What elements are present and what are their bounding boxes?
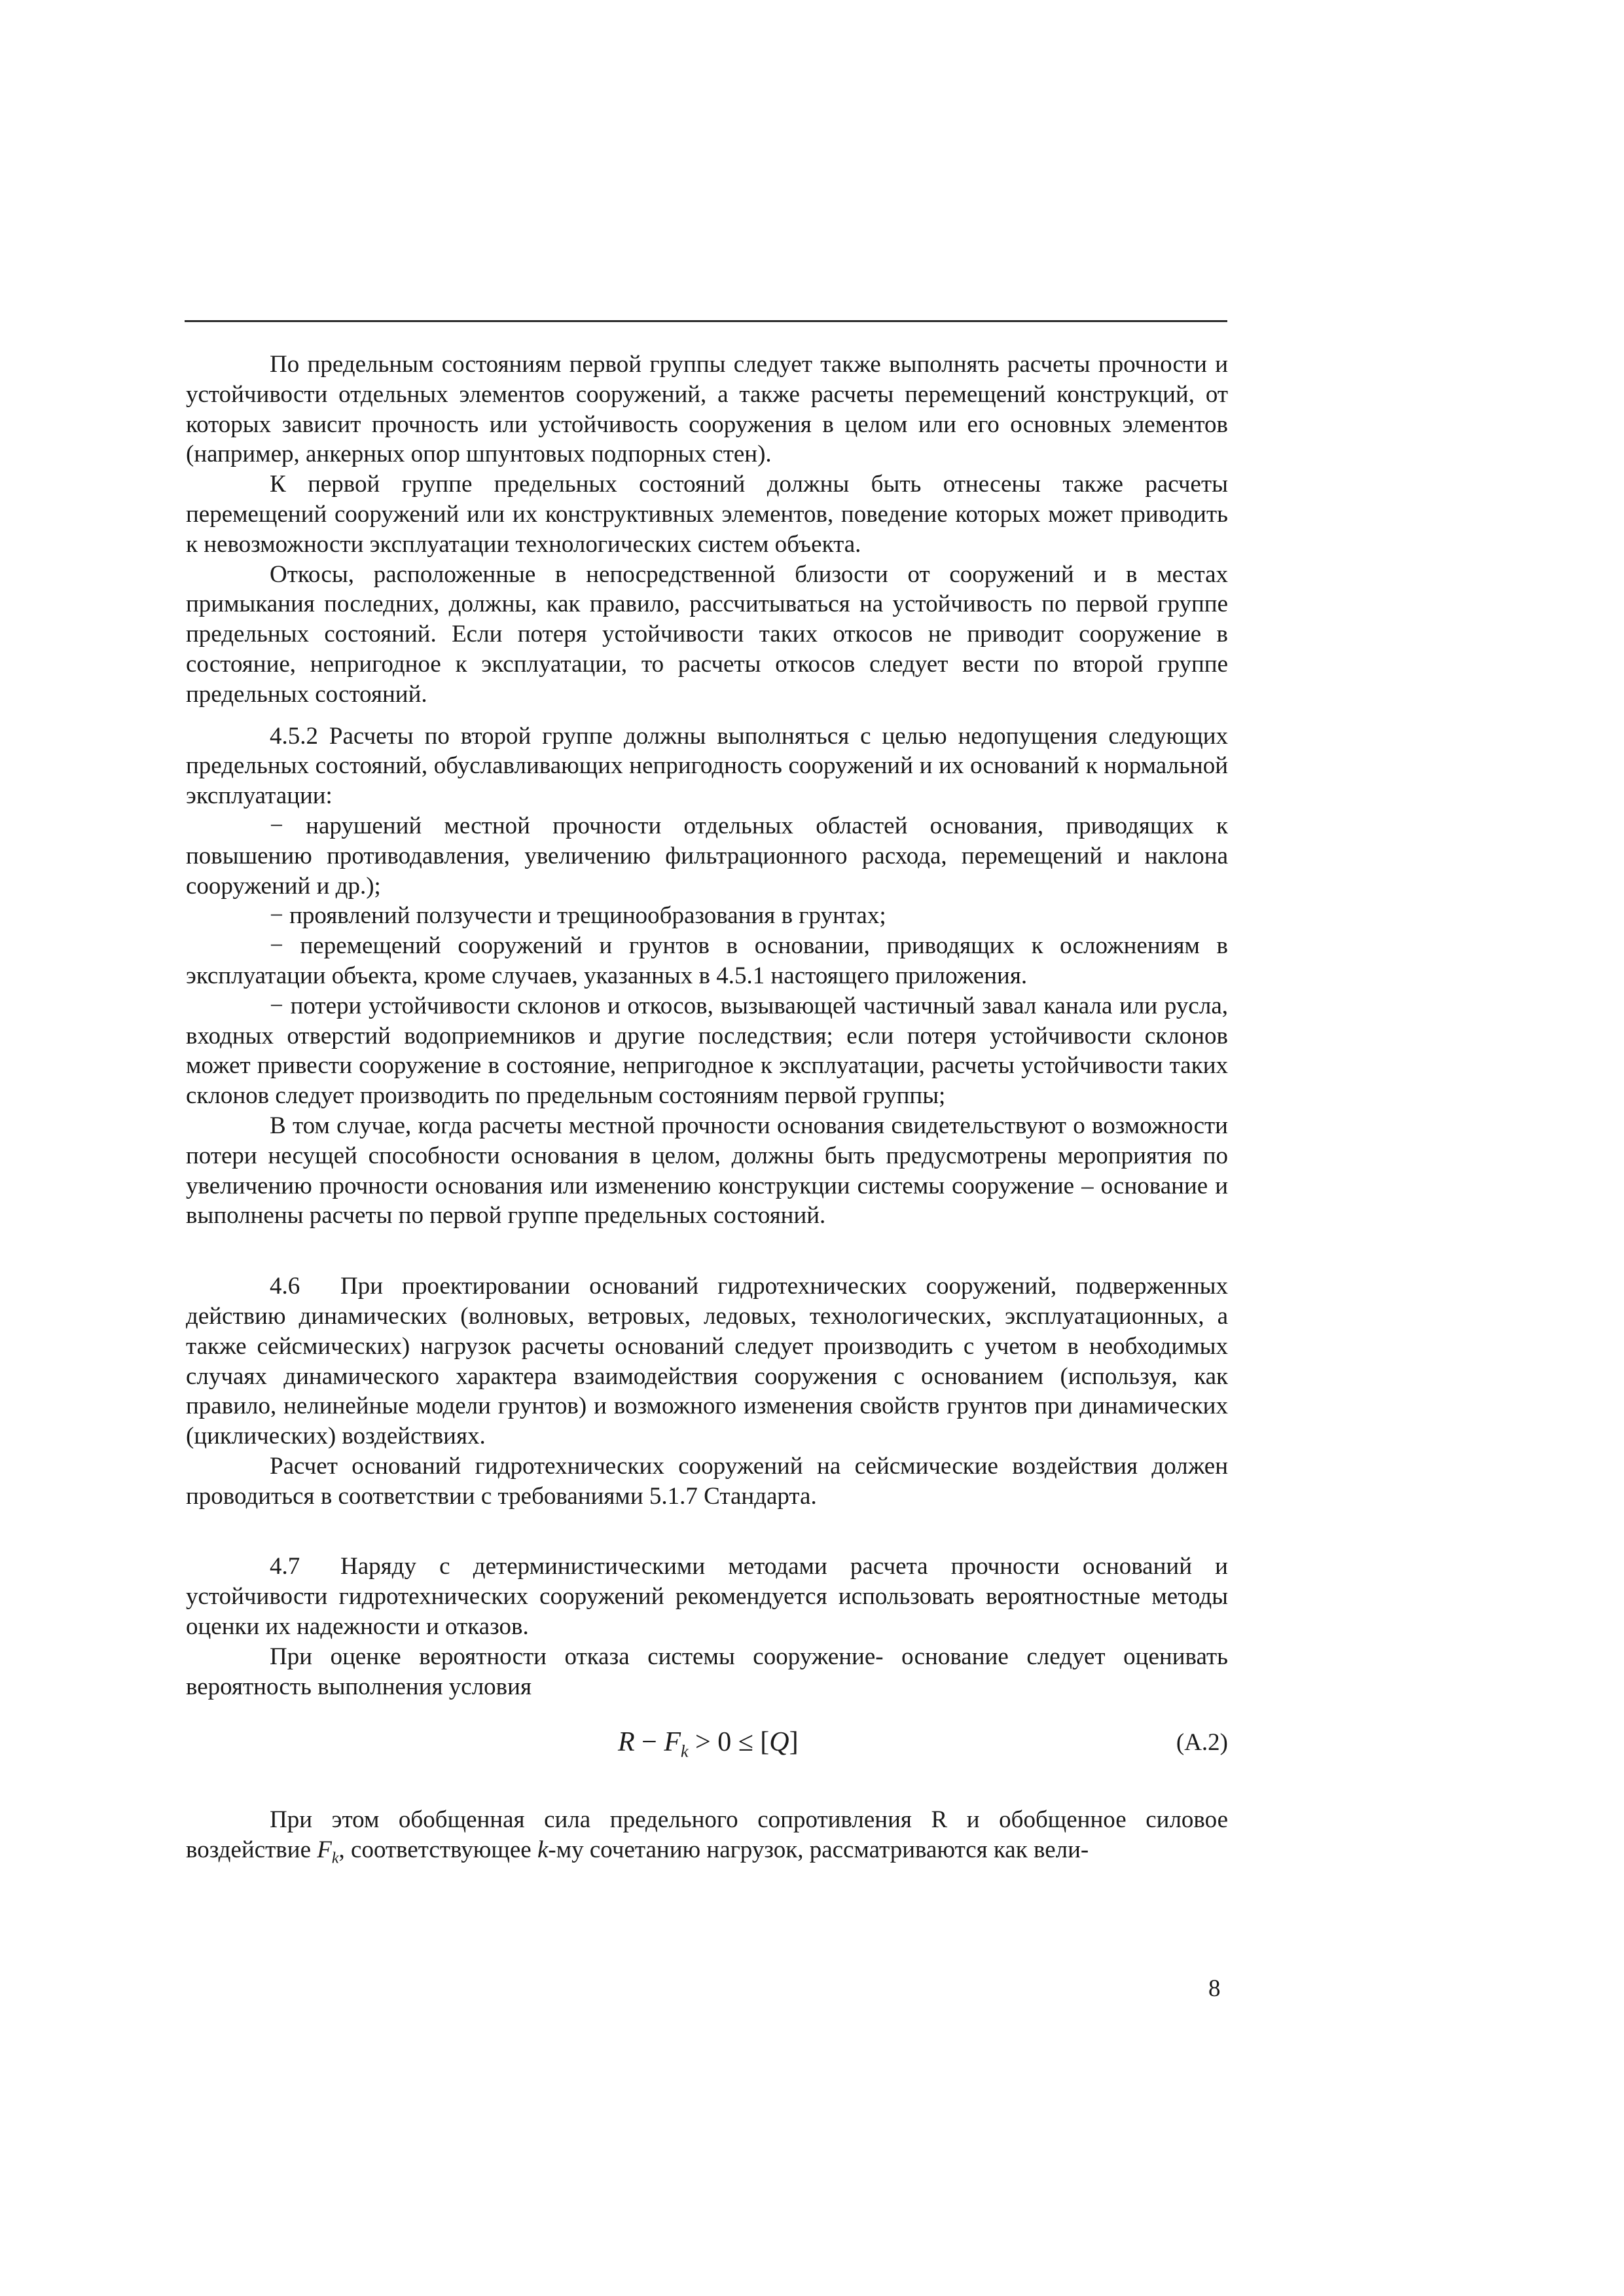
section-text: Наряду с детерминистическими методами расчета прочности оснований и устойчивости гидротехнических сооружений рекомендуется использовать вероятностные методы оценки их надежности и отказов. — [186, 1553, 1228, 1641]
paragraph: При оценке вероятности отказа системы сооружение- основание следует оценивать вероятность выполнения условия — [186, 1643, 1228, 1700]
paragraph: В том случае, когда расчеты местной прочности основания свидетельствуют о возможности потери несущей способности основания в целом, должны быть предусмотрены мероприятия по увеличению прочности основания или изменению конструкции системы сооружение – основание и выполнены расчеты по первой группе предельных состояний. — [186, 1112, 1228, 1230]
list-item: − проявлений ползучести и трещинообразования в грунтах; — [270, 902, 886, 930]
paragraph: К первой группе предельных состояний должны быть отнесены также расчеты перемещений сооружений или их конструктивных элементов, поведение которых может приводить к невозможности эксплуатации технологических систем объекта. — [186, 471, 1228, 558]
list-item: − нарушений местной прочности отдельных областей основания, приводящих к повышению противодавления, увеличению фильтрационного расхода, перемещений и наклона сооружений и др.); — [186, 812, 1228, 900]
inline-formula: $F_k$ — [317, 1836, 339, 1867]
section-number: 4.6 — [270, 1273, 300, 1300]
body-text — [186, 350, 1228, 1874]
section-4-6 — [186, 1271, 1228, 1451]
equation: $R - F_k > 0 \le [Q]$ — [618, 1727, 799, 1761]
list-item: − потери устойчивости склонов и откосов, вызывающей частичный завал канала или русла, входных отверстий водоприемников и другие последствия; если потеря устойчивости склонов может привести сооружение в состояние, непригодное к эксплуатации, расчеты устойчивости таких склонов следует производить по предельным состояниям первой группы; — [186, 992, 1228, 1110]
paragraph: Расчет оснований гидротехнических сооружений на сейсмические воздействия должен проводиться в соответствии с требованиями 5.1.7 Стандарта. — [186, 1452, 1228, 1510]
paragraph: По предельным состояниям первой группы следует также выполнять расчеты прочности и устойчивости отдельных элементов сооружений, а также расчеты перемещений конструкций, от которых зависит прочность или устойчивость сооружения в целом или его основных элементов (например, анкерных опор шпунтовых подпорных стен). — [186, 351, 1228, 468]
equation-number: (А.2) — [1176, 1729, 1228, 1757]
list-item: − перемещений сооружений и грунтов в основании, приводящих к осложнениям в эксплуатации объекта, кроме случаев, указанных в 4.5.1 настоящего приложения. — [186, 932, 1228, 989]
paragraph: 4.5.2 Расчеты по второй группе должны выполняться с целью недопущения следующих предельных состояний, обуславливающих непригодность сооружений и их оснований к нормальной эксплуатации: — [186, 722, 1228, 810]
equation-block — [186, 1717, 1228, 1777]
section-4-7 — [186, 1552, 1228, 1641]
section-number: 4.7 — [270, 1553, 300, 1580]
paragraph: При этом обобщенная сила предельного сопротивления R и обобщенное силовое воздействие $F_k$, соответствующее k-му сочетанию нагрузок, рассматриваются как вели- — [186, 1806, 1228, 1867]
paragraph: Откосы, расположенные в непосредственной близости от сооружений и в местах примыкания последних, должны, как правило, рассчитываться на устойчивость по первой группе предельных состояний. Если потеря устойчивости таких откосов не приводит сооружение в состояние, непригодное к эксплуатации, то расчеты откосов следует вести по второй группе предельных состояний. — [186, 560, 1228, 708]
section-text: При проектировании оснований гидротехнических сооружений, подверженных действию динамических (волновых, ветровых, ледовых, технологических, эксплуатационных, а также сейсмических) нагрузок расчеты оснований следует производить с учетом в необходимых случаях динамического характера взаимодействия сооружения с основанием (используя, как правило, нелинейные модели грунтов) и возможного изменения свойств грунтов при динамических (циклических) воздействиях. — [186, 1273, 1228, 1450]
page-number: 8 — [1208, 1975, 1221, 2002]
header-rule — [185, 320, 1227, 322]
